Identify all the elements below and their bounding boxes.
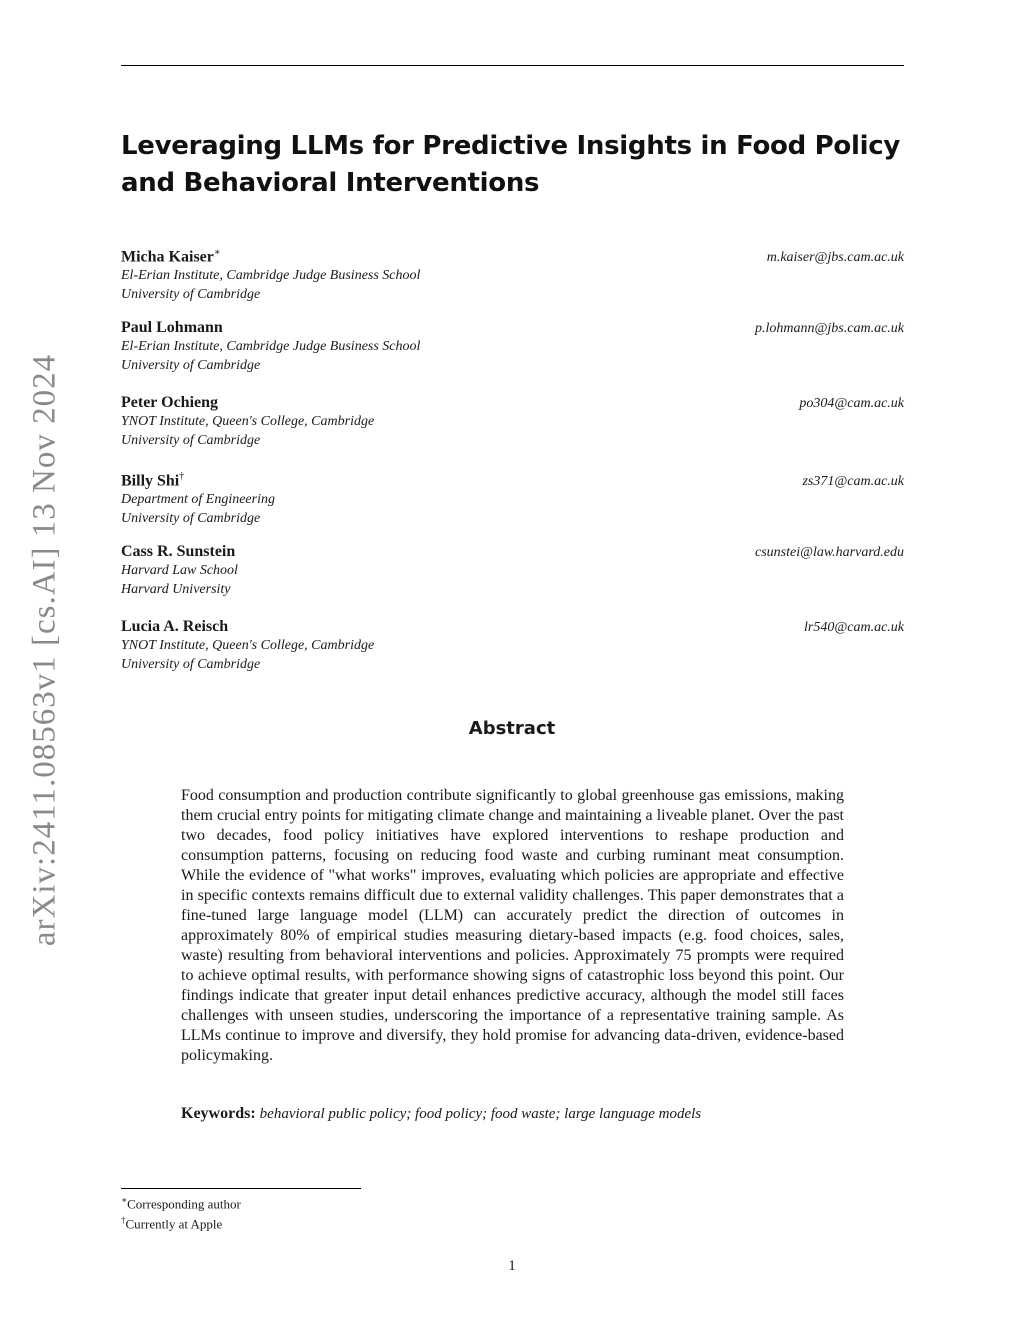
author-email[interactable]: csunstei@law.harvard.edu (755, 545, 904, 560)
author-affiliation: YNOT Institute, Queen's College, Cambridge (121, 638, 375, 653)
footnote-mark: † (121, 1215, 126, 1226)
author-university: University of Cambridge (121, 511, 261, 527)
footnote: ∗Corresponding author (121, 1195, 241, 1212)
author-affiliation: YNOT Institute, Queen's College, Cambridge (121, 414, 375, 429)
author-affiliation: Harvard Law School (121, 563, 238, 578)
author-university: University of Cambridge (121, 657, 261, 672)
author-university: University of Cambridge (121, 358, 261, 373)
author-name: Billy Shi† (121, 471, 185, 490)
author-affiliation: Department of Engineering (121, 492, 275, 508)
author-block (121, 542, 904, 599)
top-rule (121, 65, 904, 66)
author-email[interactable]: zs371@cam.ac.uk (802, 474, 904, 490)
author-name: Lucia A. Reisch (121, 618, 229, 635)
author-university: University of Cambridge (121, 287, 261, 303)
author-name: Peter Ochieng (121, 394, 219, 411)
author-name: Micha Kaiser∗ (121, 247, 221, 266)
author-name: Cass R. Sunstein (121, 543, 236, 560)
author-email[interactable]: p.lohmann@jbs.cam.ac.uk (755, 321, 904, 336)
keywords (181, 1105, 881, 1123)
arxiv-identifier: arXiv:2411.08563v1 [cs.AI] 13 Nov 2024 (26, 353, 63, 947)
author-email[interactable]: m.kaiser@jbs.cam.ac.uk (766, 250, 904, 266)
footnote: †Currently at Apple (121, 1215, 223, 1232)
author-block (121, 318, 904, 375)
author-block (121, 243, 904, 304)
author-university: University of Cambridge (121, 433, 261, 448)
author-university: Harvard University (121, 582, 231, 597)
footnote-rule (121, 1188, 361, 1189)
footnote-mark: ∗ (121, 1195, 128, 1205)
keywords-label: Keywords: (181, 1105, 256, 1122)
keywords-list: behavioral public policy; food policy; food waste; large language models (259, 1106, 702, 1122)
author-block (121, 617, 904, 674)
author-email[interactable]: lr540@cam.ac.uk (804, 620, 904, 635)
author-block (121, 467, 904, 528)
page-number: 1 (508, 1258, 516, 1274)
footnotes (121, 1192, 241, 1233)
author-block (121, 393, 904, 450)
abstract-heading: Abstract (468, 718, 556, 739)
author-mark: † (179, 471, 185, 482)
author-affiliation: El-Erian Institute, Cambridge Judge Business School (121, 339, 421, 354)
author-affiliation: El-Erian Institute, Cambridge Judge Business School (121, 268, 421, 284)
author-mark: ∗ (213, 247, 221, 258)
paper-title: Leveraging LLMs for Predictive Insights in Food Policy and Behavioral Interventions (121, 131, 900, 198)
author-email[interactable]: po304@cam.ac.uk (799, 396, 904, 411)
author-name: Paul Lohmann (121, 319, 223, 336)
abstract-text: Food consumption and production contribute significantly to global greenhouse gas emissions, making them crucial entry points for mitigating climate change and maintaining a liveable planet. Over the past two decades, food policy initiatives have explored interventions to reshape production and consumption patterns, focusing on reducing food waste and curbing ruminant meat consumption. While the evidence of "what works" improves, evaluating which policies are appropriate and effective in specific contexts remains difficult due to external validity challenges. This paper demonstrates that a fine-tuned large language model (LLM) can accurately predict the direction of outcomes in approximately 80% of empirical studies measuring dietary-based impacts (e.g. food choices, sales, waste) resulting from behavioral interventions and policies. Approximately 75 prompts were required to achieve optimal results, with performance showing signs of catastrophic loss beyond this point. Our findings indicate that greater input detail enhances predictive accuracy, although the model still faces challenges with unseen studies, underscoring the importance of a representative training sample. As LLMs continue to improve and diversify, they hold promise for advancing data-driven, evidence-based policymaking. (181, 787, 844, 1064)
